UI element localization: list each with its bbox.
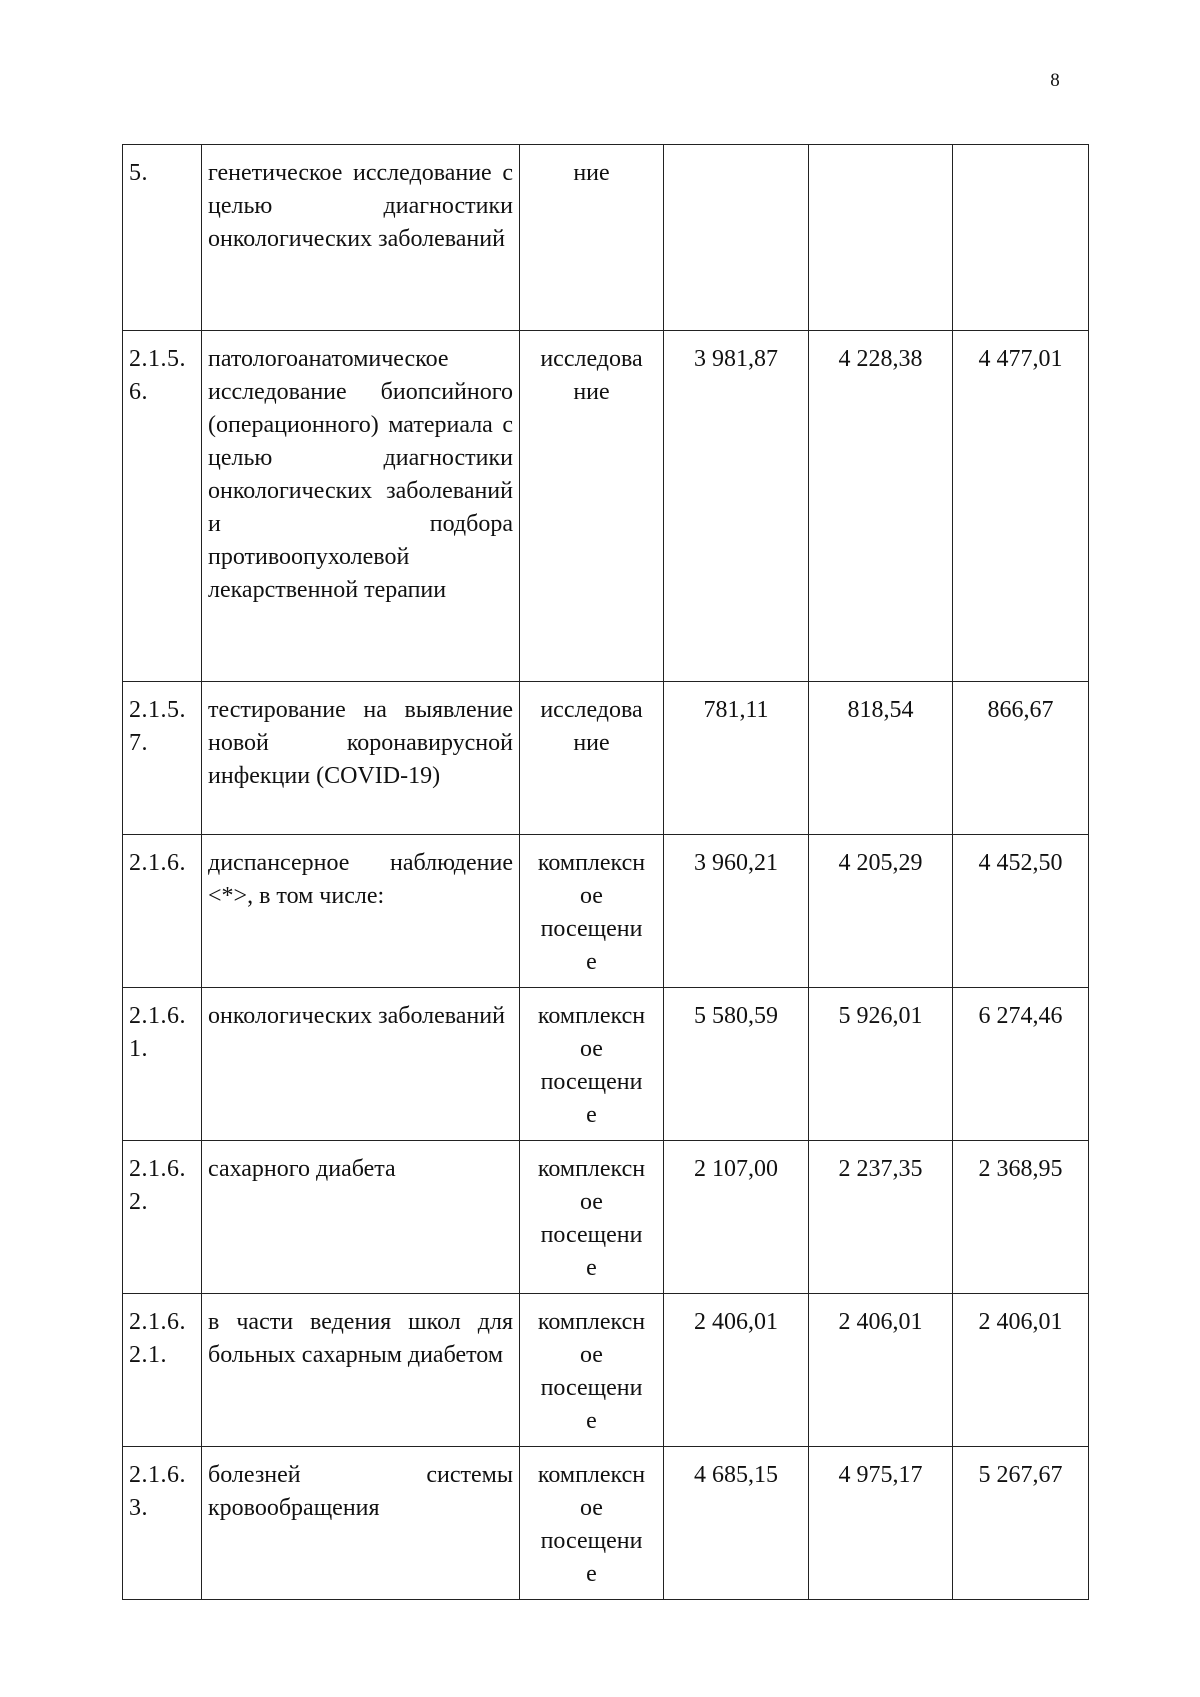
- value-year-1: [664, 145, 809, 331]
- row-number: 2.1.6. 3.: [123, 1447, 202, 1600]
- value-year-1: 2 406,01: [664, 1294, 809, 1447]
- value-year-1: 781,11: [664, 682, 809, 835]
- value-year-2: 2 237,35: [809, 1141, 953, 1294]
- unit-of-measure: комплексн ое посещени е: [520, 1141, 664, 1294]
- service-name: диспансерное наблюдение <*>, в том числе:: [202, 835, 520, 988]
- value-year-1: 2 107,00: [664, 1141, 809, 1294]
- value-year-1: 5 580,59: [664, 988, 809, 1141]
- value-year-2: 818,54: [809, 682, 953, 835]
- value-year-2: 4 975,17: [809, 1447, 953, 1600]
- tariff-table: [122, 144, 1089, 1600]
- value-year-1: 4 685,15: [664, 1447, 809, 1600]
- unit-of-measure: комплексн ое посещени е: [520, 1447, 664, 1600]
- value-year-3: 4 452,50: [953, 835, 1089, 988]
- unit-of-measure: комплексн ое посещени е: [520, 988, 664, 1141]
- service-name: генетическое исследование с целью диагностики онкологических заболеваний: [202, 145, 520, 331]
- table-row: [123, 988, 1089, 1141]
- value-year-3: 4 477,01: [953, 331, 1089, 682]
- table-row: [123, 1294, 1089, 1447]
- value-year-3: 2 368,95: [953, 1141, 1089, 1294]
- page-number: 8: [1050, 70, 1060, 91]
- value-year-3: [953, 145, 1089, 331]
- value-year-1: 3 960,21: [664, 835, 809, 988]
- service-name: сахарного диабета: [202, 1141, 520, 1294]
- value-year-2: 2 406,01: [809, 1294, 953, 1447]
- unit-of-measure: комплексн ое посещени е: [520, 1294, 664, 1447]
- row-number: 2.1.5. 7.: [123, 682, 202, 835]
- unit-of-measure: исследова ние: [520, 682, 664, 835]
- table-row: [123, 1141, 1089, 1294]
- row-number: 5.: [123, 145, 202, 331]
- value-year-2: 5 926,01: [809, 988, 953, 1141]
- value-year-2: 4 228,38: [809, 331, 953, 682]
- value-year-3: 6 274,46: [953, 988, 1089, 1141]
- unit-of-measure: ние: [520, 145, 664, 331]
- value-year-2: 4 205,29: [809, 835, 953, 988]
- table-row: [123, 682, 1089, 835]
- table-row: [123, 145, 1089, 331]
- value-year-3: 866,67: [953, 682, 1089, 835]
- service-name: болезней системы кровообращения: [202, 1447, 520, 1600]
- service-name: тестирование на выявление новой коронавирусной инфекции (COVID-19): [202, 682, 520, 835]
- value-year-3: 5 267,67: [953, 1447, 1089, 1600]
- row-number: 2.1.6. 2.: [123, 1141, 202, 1294]
- service-name: патологоанатомическое исследование биопсийного (операционного) материала с целью диагностики онкологических заболеваний и подбора противоопухолевой лекарственной терапии: [202, 331, 520, 682]
- table-row: [123, 835, 1089, 988]
- unit-of-measure: исследова ние: [520, 331, 664, 682]
- value-year-1: 3 981,87: [664, 331, 809, 682]
- row-number: 2.1.6. 2.1.: [123, 1294, 202, 1447]
- unit-of-measure: комплексн ое посещени е: [520, 835, 664, 988]
- row-number: 2.1.6. 1.: [123, 988, 202, 1141]
- table-row: [123, 331, 1089, 682]
- row-number: 2.1.6.: [123, 835, 202, 988]
- value-year-2: [809, 145, 953, 331]
- table-row: [123, 1447, 1089, 1600]
- value-year-3: 2 406,01: [953, 1294, 1089, 1447]
- service-name: онкологических заболеваний: [202, 988, 520, 1141]
- service-name: в части ведения школ для больных сахарным диабетом: [202, 1294, 520, 1447]
- row-number: 2.1.5. 6.: [123, 331, 202, 682]
